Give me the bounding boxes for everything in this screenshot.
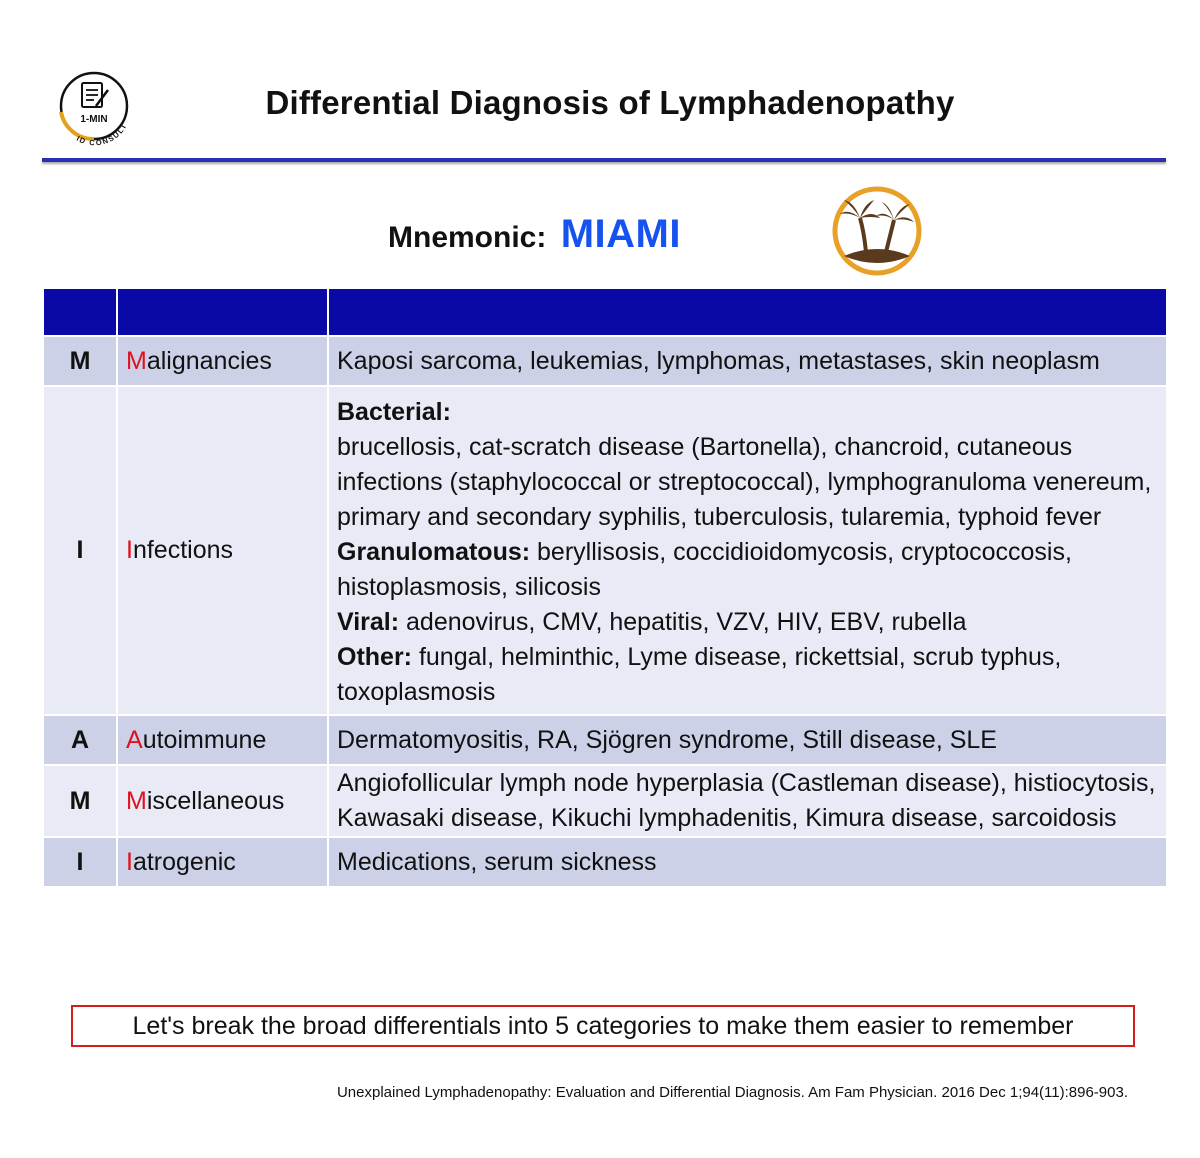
viral-label: Viral: xyxy=(337,608,400,636)
category-initial: I xyxy=(126,536,133,564)
row-category xyxy=(117,715,328,765)
table-row xyxy=(43,837,1167,887)
row-letter: I xyxy=(43,837,117,887)
table-row xyxy=(43,336,1167,386)
bacterial-text: brucellosis, cat-scratch disease (Bartonella), chancroid, cutaneous infections (staphylococcal or streptococcal), lymphogranuloma venereum, primary and secondary syphilis, tuberculosis, tularemia, typhoid fever xyxy=(337,433,1152,531)
row-content: Kaposi sarcoma, leukemias, lymphomas, metastases, skin neoplasm xyxy=(328,336,1167,386)
category-rest: nfections xyxy=(132,536,234,564)
granulomatous-label: Granulomatous: xyxy=(337,538,531,566)
category-rest: iscellaneous xyxy=(146,786,285,815)
granulomatous-text: beryllisosis, coccidioidomycosis, cryptococcosis, histoplasmosis, silicosis xyxy=(337,538,1072,601)
category-rest: utoimmune xyxy=(142,725,267,754)
header-cell xyxy=(43,288,117,336)
palm-island-icon xyxy=(830,184,924,278)
other-block xyxy=(337,640,1158,710)
row-letter: M xyxy=(43,765,117,837)
category-rest: atrogenic xyxy=(132,847,236,876)
citation: Unexplained Lymphadenopathy: Evaluation and Differential Diagnosis. Am Fam Physician. 2016 Dec 1;94(11):896-903. xyxy=(336,1084,1128,1101)
bacterial-block xyxy=(337,395,1158,535)
row-content xyxy=(328,386,1167,715)
row-category xyxy=(117,837,328,887)
logo-arc-text: ID CONSULT xyxy=(74,121,130,148)
row-letter: I xyxy=(43,386,117,715)
category-initial: A xyxy=(126,725,143,754)
other-text: fungal, helminthic, Lyme disease, rickettsial, scrub typhus, toxoplasmosis xyxy=(337,643,1062,706)
category-initial: M xyxy=(126,786,147,815)
title-divider xyxy=(42,158,1166,162)
svg-text:1-MIN: 1-MIN xyxy=(80,114,108,125)
category-rest: alignancies xyxy=(146,346,272,375)
row-content: Angiofollicular lymph node hyperplasia (Castleman disease), histiocytosis, Kawasaki disease, Kikuchi lymphadenitis, Kimura disease, sarcoidosis xyxy=(328,765,1167,837)
viral-block xyxy=(337,605,1158,640)
header-cell xyxy=(328,288,1167,336)
row-letter: M xyxy=(43,336,117,386)
table-row xyxy=(43,386,1167,715)
mnemonic-label: Mnemonic: xyxy=(388,221,547,254)
category-initial: M xyxy=(126,346,147,375)
row-category xyxy=(117,336,328,386)
mnemonic-word: MIAMI xyxy=(560,212,681,256)
mnemonic-heading xyxy=(388,212,681,257)
mnemonic-table xyxy=(42,287,1168,888)
table-header-row xyxy=(43,288,1167,336)
granulomatous-block xyxy=(337,535,1158,605)
table-row xyxy=(43,715,1167,765)
summary-note: Let's break the broad differentials into 5 categories to make them easier to remember xyxy=(71,1005,1135,1047)
header-cell xyxy=(117,288,328,336)
row-letter: A xyxy=(43,715,117,765)
row-category xyxy=(117,386,328,715)
row-content: Medications, serum sickness xyxy=(328,837,1167,887)
viral-text: adenovirus, CMV, hepatitis, VZV, HIV, EBV, rubella xyxy=(406,608,967,636)
bacterial-label: Bacterial: xyxy=(337,398,451,426)
category-initial: I xyxy=(126,847,133,876)
row-content: Dermatomyositis, RA, Sjögren syndrome, Still disease, SLE xyxy=(328,715,1167,765)
other-label: Other: xyxy=(337,643,412,671)
page-title: Differential Diagnosis of Lymphadenopathy xyxy=(265,84,955,121)
table-row xyxy=(43,765,1167,837)
row-category xyxy=(117,765,328,837)
